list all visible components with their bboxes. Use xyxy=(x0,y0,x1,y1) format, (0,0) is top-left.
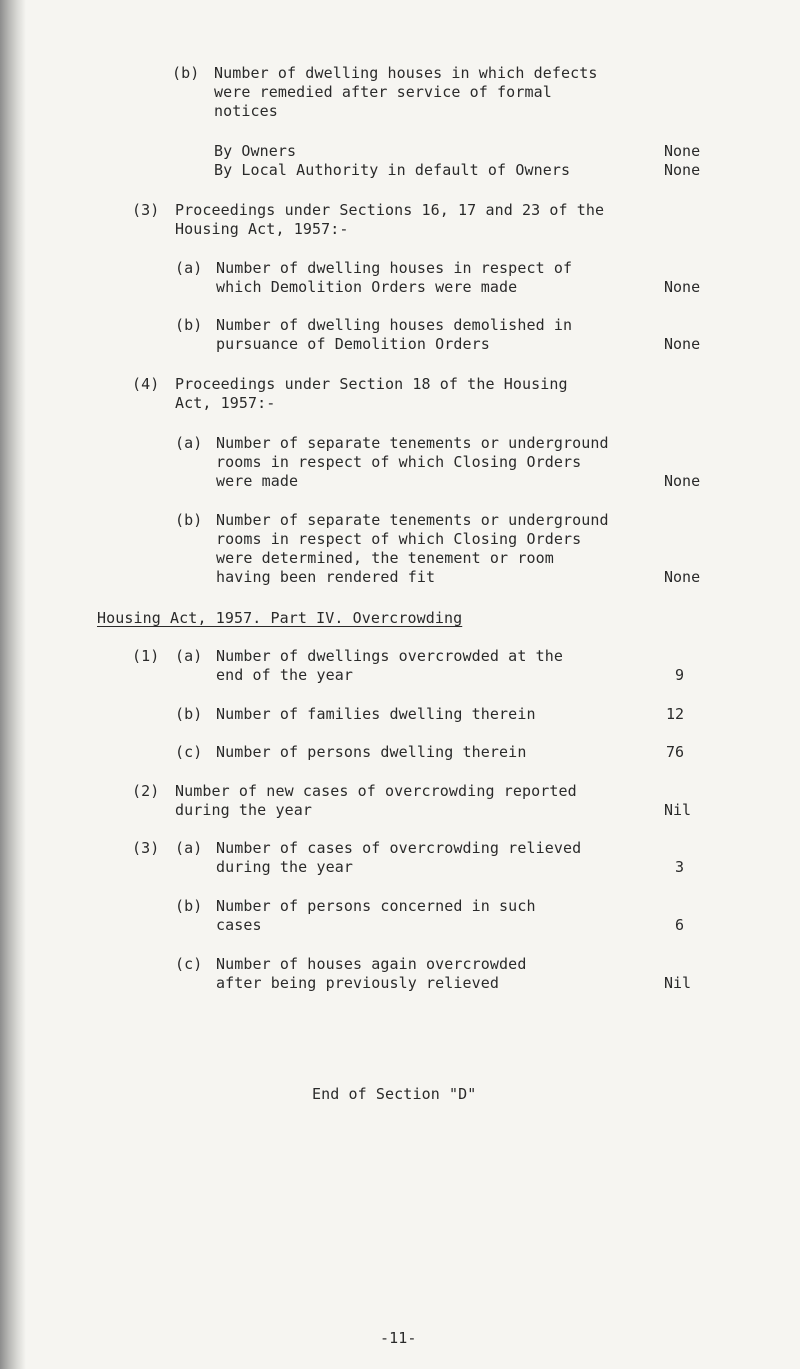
item-text-line: which Demolition Orders were made xyxy=(216,278,518,296)
item-text-line: after being previously relieved xyxy=(216,974,500,992)
row-value: None xyxy=(664,278,701,296)
item-text-line: cases xyxy=(216,916,262,934)
row-value: None xyxy=(664,568,701,586)
item-marker: (c) xyxy=(175,743,203,761)
item-text-line: pursuance of Demolition Orders xyxy=(216,335,490,353)
item-text-line: Number of separate tenements or underground xyxy=(216,511,609,529)
item-marker: (3) xyxy=(132,201,160,219)
item-text-line: notices xyxy=(214,102,278,120)
row-value: None xyxy=(664,472,701,490)
row-value: 12 xyxy=(666,705,685,723)
item-text-line: Proceedings under Section 18 of the Housing xyxy=(175,375,568,393)
row-value: Nil xyxy=(664,974,692,992)
item-text-line: having been rendered fit xyxy=(216,568,436,586)
item-text-line: Number of separate tenements or underground xyxy=(216,434,609,452)
item-marker: (b) xyxy=(175,511,203,529)
row-value: 3 xyxy=(675,858,685,876)
item-marker: (4) xyxy=(132,375,160,393)
row-label: By Local Authority in default of Owners xyxy=(214,161,571,179)
item-marker: (a) xyxy=(175,259,203,277)
item-marker: (1) xyxy=(132,647,160,665)
item-text-line: Number of cases of overcrowding relieved xyxy=(216,839,582,857)
scan-edge-shadow xyxy=(0,0,26,1369)
row-value: 9 xyxy=(675,666,685,684)
item-marker: (c) xyxy=(175,955,203,973)
item-marker: (2) xyxy=(132,782,160,800)
row-value: 6 xyxy=(675,916,685,934)
row-label: By Owners xyxy=(214,142,297,160)
item-text-line: Number of dwelling houses in respect of xyxy=(216,259,573,277)
end-of-section-note: End of Section "D" xyxy=(312,1085,477,1103)
item-text-line: Number of dwelling houses demolished in xyxy=(216,316,573,334)
row-value: 76 xyxy=(666,743,685,761)
row-value: Nil xyxy=(664,801,692,819)
item-marker: (a) xyxy=(175,434,203,452)
item-text-line: Number of persons dwelling therein xyxy=(216,743,527,761)
page-number: -11- xyxy=(380,1329,417,1347)
item-text-line: were remedied after service of formal xyxy=(214,83,552,101)
item-text-line: were made xyxy=(216,472,299,490)
item-marker: (a) xyxy=(175,839,203,857)
item-marker: (a) xyxy=(175,647,203,665)
item-text-line: during the year xyxy=(175,801,312,819)
item-text-line: Number of dwellings overcrowded at the xyxy=(216,647,563,665)
row-value: None xyxy=(664,161,701,179)
item-text-line: Act, 1957:- xyxy=(175,394,276,412)
item-marker: (b) xyxy=(175,316,203,334)
item-text-line: during the year xyxy=(216,858,353,876)
item-text-line: Number of persons concerned in such xyxy=(216,897,536,915)
item-text-line: end of the year xyxy=(216,666,353,684)
item-text-line: Number of houses again overcrowded xyxy=(216,955,527,973)
item-text-line: Number of dwelling houses in which defects xyxy=(214,64,598,82)
item-text-line: rooms in respect of which Closing Orders xyxy=(216,530,582,548)
item-marker: (b) xyxy=(175,897,203,915)
item-text-line: Number of new cases of overcrowding reported xyxy=(175,782,577,800)
item-marker: (3) xyxy=(132,839,160,857)
item-text-line: rooms in respect of which Closing Orders xyxy=(216,453,582,471)
item-marker: (b) xyxy=(175,705,203,723)
item-text-line: were determined, the tenement or room xyxy=(216,549,554,567)
item-text-line: Proceedings under Sections 16, 17 and 23 of the xyxy=(175,201,605,219)
item-text-line: Housing Act, 1957:- xyxy=(175,220,349,238)
item-text-line: Number of families dwelling therein xyxy=(216,705,536,723)
row-value: None xyxy=(664,335,701,353)
section-heading: Housing Act, 1957. Part IV. Overcrowding xyxy=(97,609,463,627)
row-value: None xyxy=(664,142,701,160)
item-marker: (b) xyxy=(172,64,200,82)
